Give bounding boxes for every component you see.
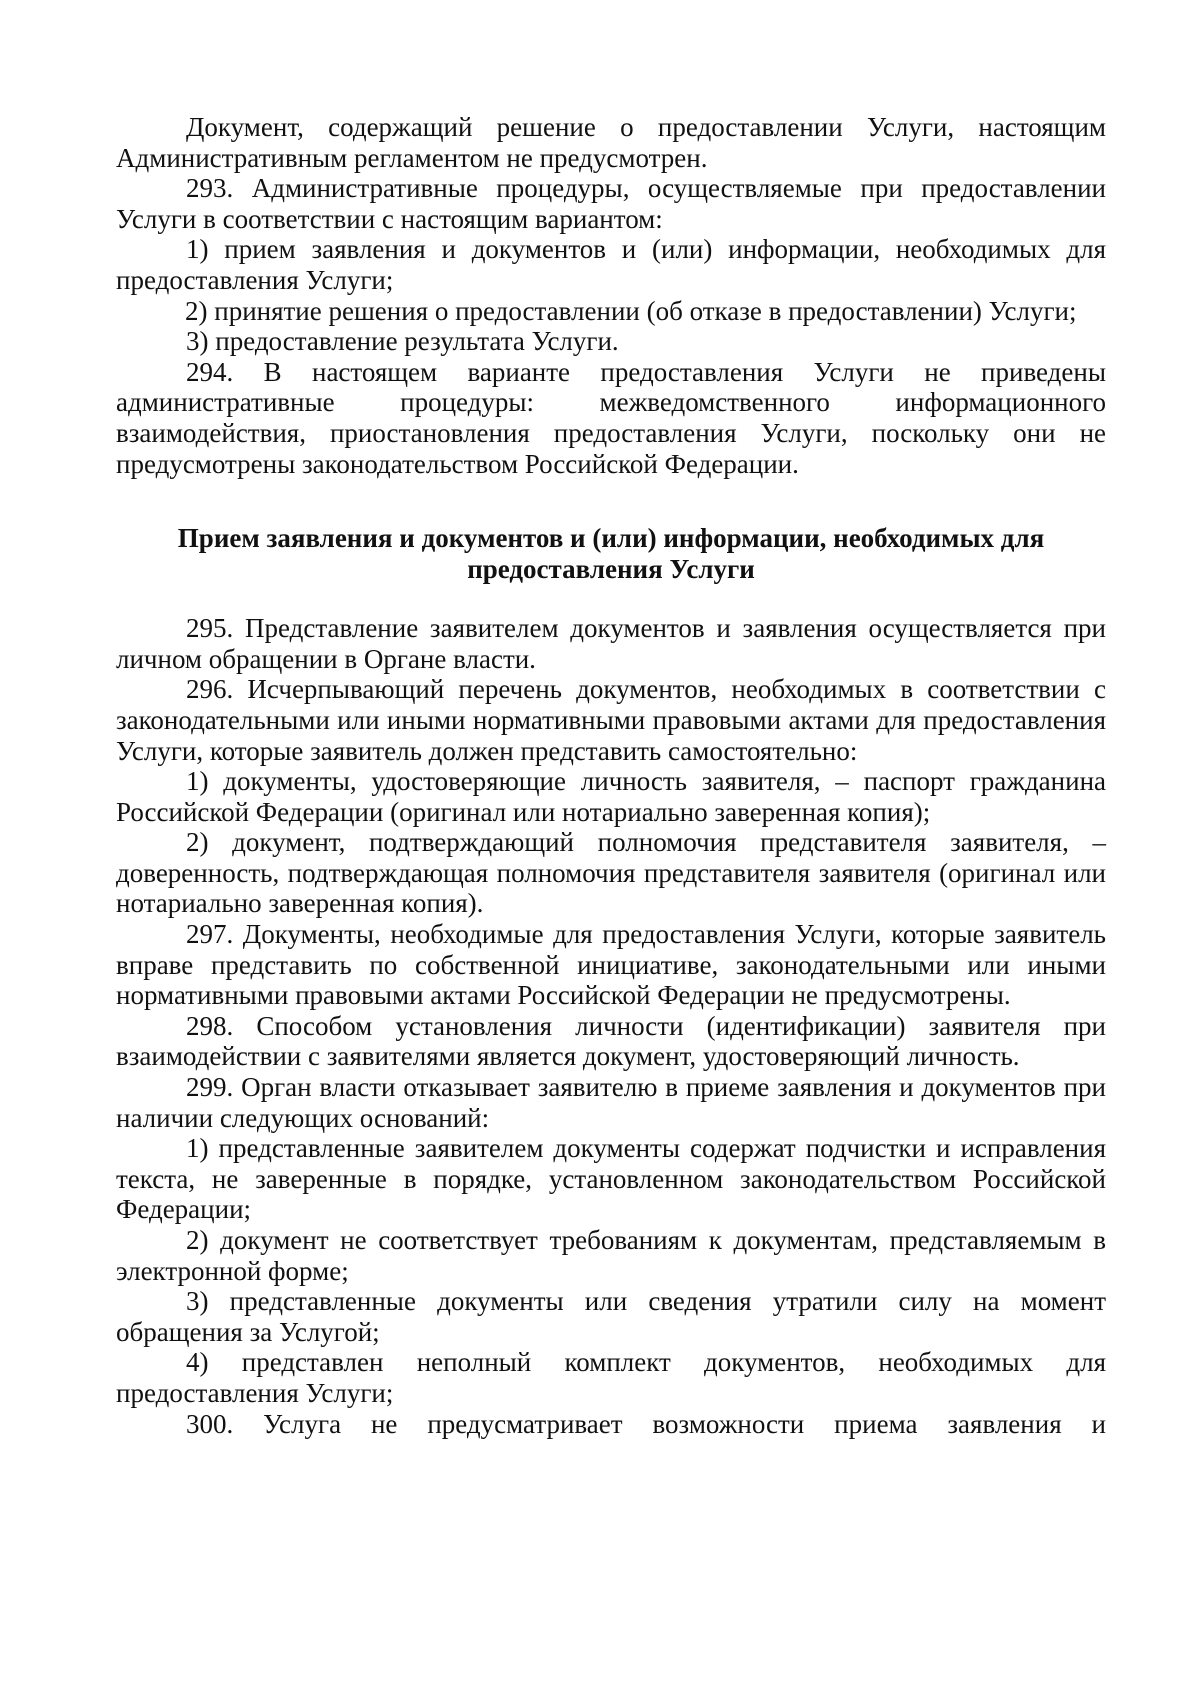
paragraph-293: 293. Административные процедуры, осуществляемые при предоставлении Услуги в соответствии с настоящим вариантом:: [116, 173, 1106, 234]
paragraph-298: 298. Способом установления личности (идентификации) заявителя при взаимодействии с заявителями является документ, удостоверяющий личность.: [116, 1010, 1106, 1072]
list-item-296-1: 1) документы, удостоверяющие личность заявителя, – паспорт гражданина Российской Федерации (оригинал или нотариально заверенная копия);: [116, 766, 1106, 827]
paragraph-295: 295. Представление заявителем документов и заявления осуществляется при личном обращении в Органе власти.: [116, 613, 1106, 674]
paragraph-297: 297. Документы, необходимые для предоставления Услуги, которые заявитель вправе представить по собственной инициативе, законодательными или иными нормативными правовыми актами Российской Федерации не предусмотрены.: [116, 919, 1106, 1011]
paragraph-294: 294. В настоящем варианте предоставления Услуги не приведены административные процедуры: межведомственного информационного взаимодействия, приостановления предоставления Услуги, поскольку они не предусмотрены законодательством Российской Федерации.: [116, 356, 1106, 479]
paragraph-296: 296. Исчерпывающий перечень документов, необходимых в соответствии с законодательными или иными нормативными правовыми актами для предоставления Услуги, которые заявитель должен представить самостоятельно:: [116, 674, 1106, 766]
list-item-293-3: 3) предоставление результата Услуги.: [186, 326, 619, 357]
paragraph-result-document: Документ, содержащий решение о предоставлении Услуги, настоящим Административным регламентом не предусмотрен.: [116, 112, 1106, 173]
document-body: [116, 112, 1106, 1439]
list-item-293-1: 1) прием заявления и документов и (или) информации, необходимых для предоставления Услуги;: [116, 234, 1106, 295]
list-item-299-3: 3) представленные документы или сведения утратили силу на момент обращения за Услугой;: [116, 1286, 1106, 1347]
section-heading: Прием заявления и документов и (или) информации, необходимых для предоставления Услуги: [177, 523, 1045, 585]
list-item-293-2: 2) принятие решения о предоставлении (об отказе в предоставлении) Услуги;: [185, 295, 1077, 326]
list-item-296-2: 2) документ, подтверждающий полномочия представителя заявителя, – доверенность, подтверждающая полномочия представителя заявителя (оригинал или нотариально заверенная копия).: [116, 827, 1106, 919]
paragraph-300: 300. Услуга не предусматривает возможности приема заявления и: [186, 1408, 1106, 1439]
list-item-299-1: 1) представленные заявителем документы содержат подчистки и исправления текста, не заверенные в порядке, установленном законодательством Российской Федерации;: [116, 1133, 1106, 1225]
list-item-299-2: 2) документ не соответствует требованиям к документам, представляемым в электронной форме;: [116, 1225, 1106, 1286]
list-item-299-4: 4) представлен неполный комплект документов, необходимых для предоставления Услуги;: [116, 1347, 1106, 1408]
paragraph-299: 299. Орган власти отказывает заявителю в приеме заявления и документов при наличии следующих оснований:: [116, 1072, 1106, 1133]
